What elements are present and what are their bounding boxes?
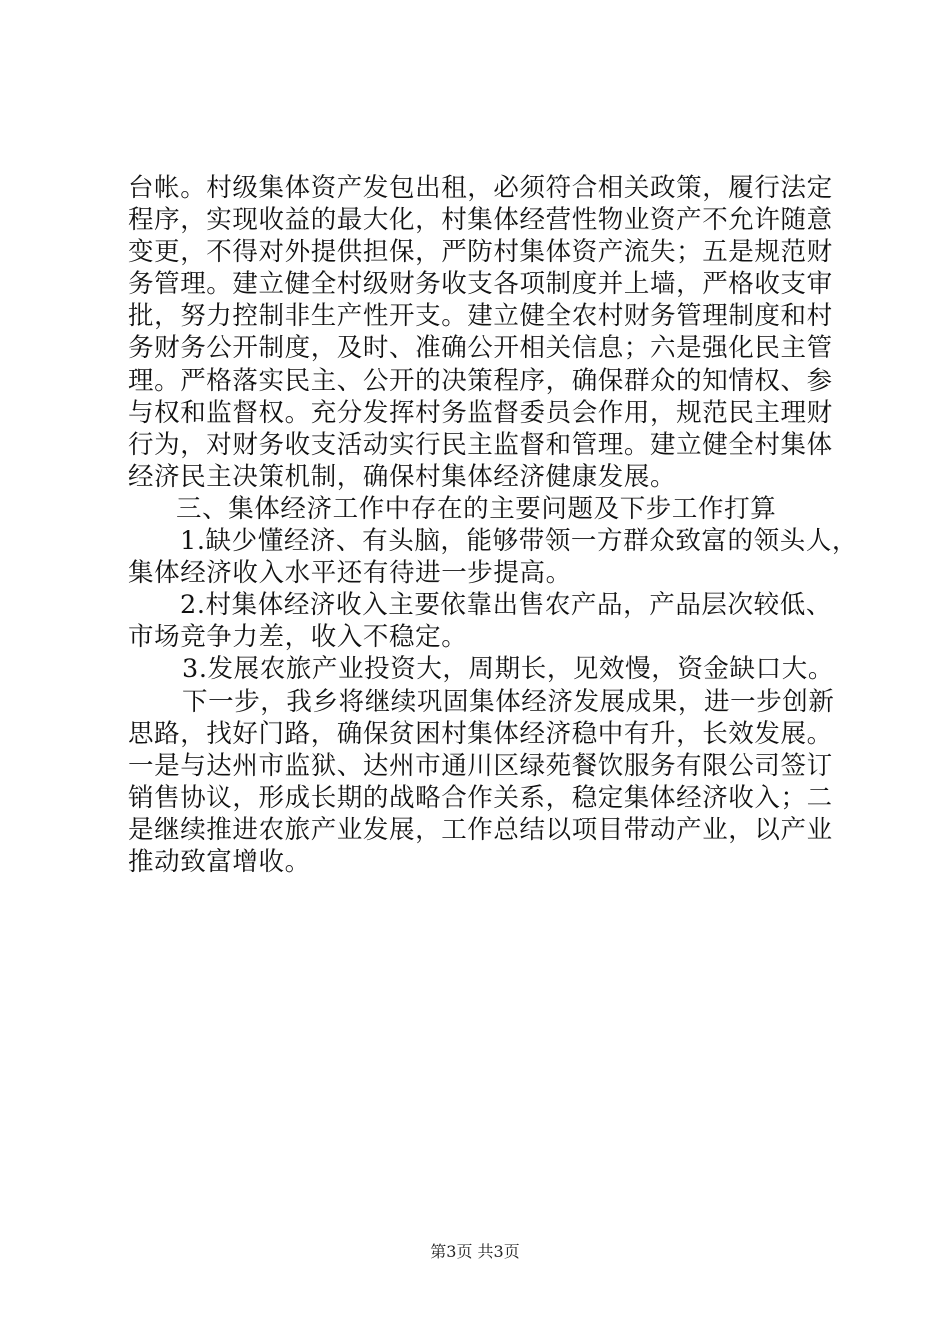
text-line: 推动致富增收。 <box>128 846 311 877</box>
text-line: 台帐。村级集体资产发包出租，必须符合相关政策，履行法定 <box>128 173 833 203</box>
text-line: 一是与达州市监狱、达州市通川区绿苑餐饮服务有限公司签订 <box>128 750 833 781</box>
text-line: 行为，对财务收支活动实行民主监督和管理。建立健全村集体 <box>128 429 833 460</box>
text-line: 销售协议，形成长期的战略合作关系，稳定集体经济收入；二 <box>128 782 833 813</box>
text-line: 程序，实现收益的最大化，村集体经营性物业资产不允许随意 <box>128 205 833 236</box>
text-line: 务财务公开制度，及时、准确公开相关信息；六是强化民主管 <box>128 333 833 364</box>
text-line: 变更，不得对外提供担保，严防村集体资产流失；五是规范财 <box>128 237 833 268</box>
page-number-footer: 第3页 共3页 <box>430 1242 520 1261</box>
text-line: 与权和监督权。充分发挥村务监督委员会作用，规范民主理财 <box>128 397 833 428</box>
text-line: 理。严格落实民主、公开的决策程序，确保群众的知情权、参 <box>128 365 833 396</box>
list-item-3: 3.发展农旅产业投资大，周期长，见效慢，资金缺口大。 <box>182 654 834 685</box>
text-line: 务管理。建立健全村级财务收支各项制度并上墙，严格收支审 <box>128 269 833 300</box>
text-line: 市场竞争力差，收入不稳定。 <box>128 622 468 653</box>
paragraph-start: 下一步，我乡将继续巩固集体经济发展成果，进一步创新 <box>182 686 835 717</box>
list-item-2: 2.村集体经济收入主要依靠出售农产品，产品层次较低、 <box>180 590 832 621</box>
document-body <box>128 172 859 878</box>
text-line: 经济民主决策机制，确保村集体经济健康发展。 <box>128 461 677 492</box>
section-heading: 三、集体经济工作中存在的主要问题及下步工作打算 <box>176 493 777 524</box>
text-line: 是继续推进农旅产业发展，工作总结以项目带动产业，以产业 <box>128 814 833 845</box>
text-line: 集体经济收入水平还有待进一步提高。 <box>128 558 572 589</box>
list-item-1: 1.缺少懂经济、有头脑，能够带领一方群众致富的领头人， <box>180 526 859 557</box>
text-line: 批，努力控制非生产性开支。建立健全农村财务管理制度和村 <box>128 301 833 332</box>
text-line: 思路，找好门路，确保贫困村集体经济稳中有升，长效发展。 <box>128 718 833 749</box>
